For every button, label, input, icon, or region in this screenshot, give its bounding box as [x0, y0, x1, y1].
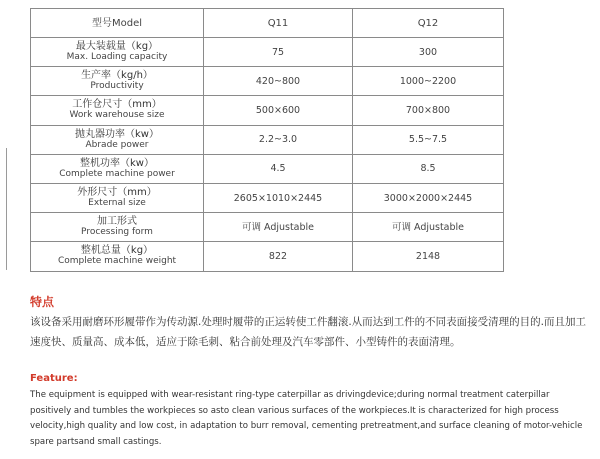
decorative-curve-line	[0, 148, 7, 270]
spec-table	[30, 8, 504, 272]
row-label-cell	[31, 183, 204, 212]
q12-value-cell: 300	[353, 38, 504, 67]
row-label-en: Max. Loading capacity	[66, 52, 168, 63]
q12-value-cell: 5.5~7.5	[353, 125, 504, 154]
row-label-en: Complete machine power	[59, 168, 175, 179]
q11-value-cell: 2605×1010×2445	[204, 183, 353, 212]
row-label-zh: 整机功率（kw）	[80, 157, 154, 169]
row-label-en: Complete machine weight	[57, 256, 177, 267]
q11-value-cell: 420~800	[204, 67, 353, 96]
row-label-cell	[31, 67, 204, 96]
row-label-cell	[31, 96, 204, 125]
row-label-en: Productivity	[90, 81, 144, 92]
q12-value-cell: 700×800	[353, 96, 504, 125]
row-label-zh: 最大装载量（kg）	[75, 41, 159, 53]
row-label-cell	[31, 154, 204, 183]
q11-value-cell: 500×600	[204, 96, 353, 125]
q11-value-cell: 4.5	[204, 154, 353, 183]
q11-value-cell: 75	[204, 38, 353, 67]
row-label-zh: 生产率（kg/h）	[81, 70, 153, 82]
features-zh-paragraph: 该设备采用耐磨环形履带作为传动源.处理时履带的正运转使工件翻滚.从而达到工件的不同表面接受清理的目的.而且加工速度快、质量高、成本低，适应于除毛刺、粘合前处理及汽车零部件、小型铸件的表面清理。	[30, 316, 587, 348]
table-header-row	[31, 9, 504, 38]
table-row	[31, 125, 504, 154]
features-zh-heading: 特点	[30, 295, 55, 309]
q11-value-cell: 2.2~3.0	[204, 125, 353, 154]
q12-value-cell: 3000×2000×2445	[353, 183, 504, 212]
table-row	[31, 154, 504, 183]
q12-value-cell: 可调 Adjustable	[353, 213, 504, 242]
q12-value-cell: 8.5	[353, 154, 504, 183]
header-model-cell: 型号Model	[31, 9, 204, 38]
row-label-cell	[31, 213, 204, 242]
table-row	[31, 96, 504, 125]
row-label-zh: 抛丸器功率（kw）	[75, 128, 159, 140]
row-label-cell	[31, 242, 204, 271]
features-en-heading: Feature:	[30, 373, 78, 384]
row-label-en: Work warehouse size	[69, 110, 165, 121]
row-label-en: Processing form	[81, 227, 153, 238]
table-row	[31, 67, 504, 96]
header-q11-cell: Q11	[204, 9, 353, 38]
q11-value-cell: 可调 Adjustable	[204, 213, 353, 242]
row-label-cell	[31, 125, 204, 154]
q12-value-cell: 1000~2200	[353, 67, 504, 96]
header-q12-cell: Q12	[353, 9, 504, 38]
row-label-zh: 工作仓尺寸（mm）	[72, 99, 162, 111]
table-row	[31, 242, 504, 271]
table-row	[31, 38, 504, 67]
row-label-zh: 外形尺寸（mm）	[77, 187, 157, 199]
q12-value-cell: 2148	[353, 242, 504, 271]
table-row	[31, 213, 504, 242]
row-label-en: Abrade power	[85, 139, 149, 150]
row-label-en: External size	[88, 198, 146, 209]
q11-value-cell: 822	[204, 242, 353, 271]
row-label-zh: 加工形式	[97, 216, 137, 228]
table-row	[31, 183, 504, 212]
row-label-zh: 整机总量（kg）	[80, 245, 154, 257]
row-label-cell	[31, 38, 204, 67]
features-en-paragraph: The equipment is equipped with wear-resistant ring-type caterpillar as drivingdevice;during normal treatment caterpillar positively and tumbles the workpieces so asto clean various surfaces of the workpieces.It is characterized for high process velocity,high quality and low cost, in adaptation to burr removal, cementing pretreatment,and surface cleaning of motor-vehicle spare partsand small castings.	[30, 390, 583, 447]
